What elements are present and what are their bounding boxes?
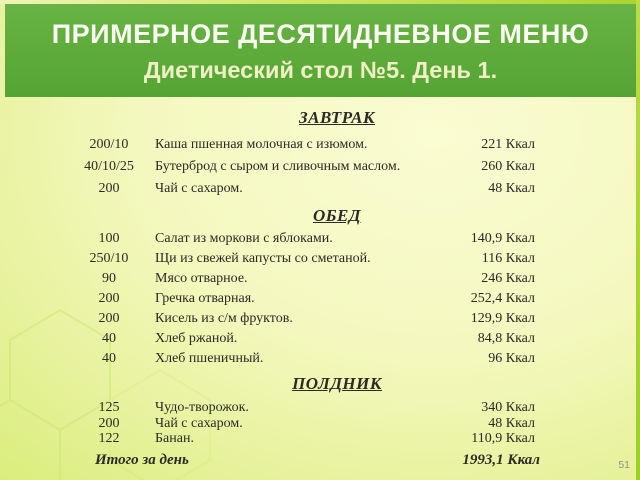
menu-portion: 122 [98, 431, 120, 446]
menu-row [0, 329, 640, 349]
menu-dish: Хлеб ржаной. [155, 331, 238, 346]
menu-dish: Мясо отварное. [155, 271, 248, 286]
menu-dish: Каша пшенная молочная с изюмом. [155, 137, 368, 152]
menu-kcal: 129,9 Ккал [470, 311, 535, 326]
menu-portion: 40/10/25 [84, 159, 134, 174]
menu-portion: 200 [98, 291, 120, 306]
menu-kcal: 340 Ккал [481, 400, 535, 415]
menu-section-rows [0, 134, 640, 200]
menu-dish: Чудо-творожок. [155, 400, 249, 415]
menu-kcal: 252,4 Ккал [470, 291, 535, 306]
menu-portion: 40 [102, 331, 116, 346]
menu-dish: Кисель из с/м фруктов. [155, 311, 293, 326]
menu-kcal: 140,9 Ккал [470, 231, 535, 246]
menu-section-header: ПОЛДНИК [292, 374, 382, 393]
menu-dish: Салат из моркови с яблоками. [155, 231, 333, 246]
menu-portion: 90 [102, 271, 116, 286]
slide-title: ПРИМЕРНОЕ ДЕСЯТИДНЕВНОЕ МЕНЮ [51, 19, 590, 49]
menu-row [0, 349, 640, 369]
menu-section-rows [0, 229, 640, 369]
menu-portion: 200 [98, 415, 120, 431]
menu-portion: 250/10 [89, 251, 129, 266]
menu-row [0, 416, 640, 432]
menu-kcal: 48 Ккал [488, 415, 535, 431]
menu-portion: 200/10 [89, 137, 129, 152]
menu-row [0, 134, 640, 156]
menu-row [0, 269, 640, 289]
menu-kcal: 221 Ккал [481, 137, 535, 152]
menu-kcal: 96 Ккал [488, 351, 535, 366]
menu-portion: 200 [98, 181, 120, 196]
menu-kcal: 246 Ккал [481, 271, 535, 286]
menu-section-rows [0, 400, 640, 447]
daily-total-kcal: 1993,1 Ккал [462, 452, 540, 468]
menu-row [0, 400, 640, 416]
slide-subtitle: Диетический стол №5. День 1. [143, 57, 498, 83]
menu-portion: 200 [98, 311, 120, 326]
menu-kcal: 116 Ккал [481, 251, 535, 266]
menu-row [0, 249, 640, 269]
menu-portion: 40 [102, 351, 116, 366]
daily-total-label: Итого за день [95, 452, 189, 468]
menu-row [0, 156, 640, 178]
menu-dish: Банан. [155, 431, 194, 446]
menu-dish: Чай с сахаром. [155, 181, 243, 196]
menu-kcal: 110,9 Ккал [471, 431, 535, 446]
menu-dish: Бутерброд с сыром и сливочным маслом. [155, 159, 401, 174]
menu-section-header: ЗАВТРАК [299, 108, 375, 127]
menu-row [0, 229, 640, 249]
menu-dish: Чай с сахаром. [155, 415, 243, 431]
menu-row [0, 178, 640, 200]
menu-dish: Щи из свежей капусты со сметаной. [155, 251, 371, 266]
page-number: 51 [618, 459, 630, 471]
menu-portion: 100 [98, 231, 120, 246]
menu-portion: 125 [98, 400, 120, 415]
menu-section-header: ОБЕД [312, 206, 362, 225]
menu-row [0, 309, 640, 329]
menu-row [0, 289, 640, 309]
daily-total-row [95, 452, 540, 468]
menu-kcal: 260 Ккал [481, 159, 535, 174]
menu-dish: Хлеб пшеничный. [155, 351, 264, 366]
menu-kcal: 84,8 Ккал [477, 331, 535, 346]
menu-dish: Гречка отварная. [155, 291, 255, 306]
menu-row [0, 431, 640, 447]
menu-kcal: 48 Ккал [488, 181, 535, 196]
